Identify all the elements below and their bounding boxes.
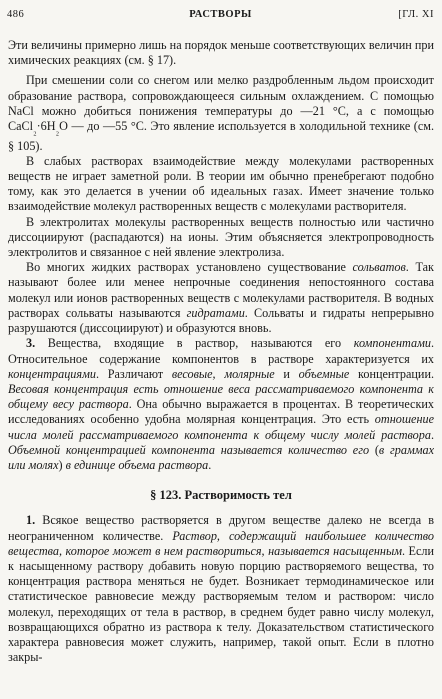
paragraph: В слабых растворах взаимодействие между молекулами растворенных веществ не играет заметной роли. В теории им обычно пренебрегают подобно тому, как это делается в учении об идеальных газах. Имеет значение только взаимодействие молекул растворенных веществ с молекулами растворителя. [8,153,434,214]
page-body [8,38,434,665]
paragraph: 3. Вещества, входящие в раствор, называются его компонентами. Относительное содержание компонентов в растворе характеризуется их концентрациями. Различают весовые, молярные и объемные концентрации. Весовая концентрация есть отношение веса рассматриваемого компонента к общему весу раствора. Она обычно выражается в процентах. В теоретических исследованиях особенно удобна молярная концентрация. Это есть отношение числа молей рассматриваемого компонента к общему числу молей раствора. Объемной концентрацией компонента называется количество его (в граммах или молях) в единице объема раствора. [8,336,435,472]
paragraph: Эти величины примерно лишь на порядок меньше соответствующих величин при химических реакциях (см. § 17). [8,38,434,68]
running-title: РАСТВОРЫ [189,9,252,20]
section-heading: § 123. Растворимость тел [150,488,292,503]
paragraph: При смешении соли со снегом или мелко раздробленным льдом происходит образование раствора, сопровождающееся сильным охлаждением. С помощью NaCl можно добиться понижения температуры до —21 °С, а с помощью $CaCl_{_2}\cdot 6H_{_2}O$ — до —55 °С. Это явление используется в холодильной технике (см. § 105). [8,73,434,153]
paragraph: 1. Всякое вещество растворяется в другом веществе далеко не всегда в неограниченном количестве. Раствор, содержащий наибольшее количество вещества, которое может в нем раствориться, называется насыщенным. Если к насыщенному раствору добавить новую порцию растворяемого вещества, то концентрация раствора меняться не будет. Возникает термодинамическое или статистическое равновесие между растворяемым телом и раствором: число молекул, переходящих от тела в раствор, в среднем будет равно числу молекул, возвращающихся обратно из раствора к телу. Доказательством статистического характера равновесия может служить, например, такой опыт. Если в плотно закры- [8,513,434,665]
paragraph: В электролитах молекулы растворенных веществ полностью или частично диссоциируют (распадаются) на ионы. Этим объясняется электропроводность электролитов и связанное с ней явление электролиза. [8,214,434,260]
page-number: 486 [7,9,25,20]
paragraph: Во многих жидких растворах установлено существование сольватов. Так называют более или менее непрочные соединения непостоянного состава молекул или ионов растворенных веществ с молекулами растворителя. В водных растворах сольваты называются гидратами. Сольваты и гидраты непрерывно разрушаются (диссоциируют) и образуются вновь. [8,260,434,336]
page-header [7,9,434,23]
chapter-label: [ГЛ. XI [398,9,434,20]
